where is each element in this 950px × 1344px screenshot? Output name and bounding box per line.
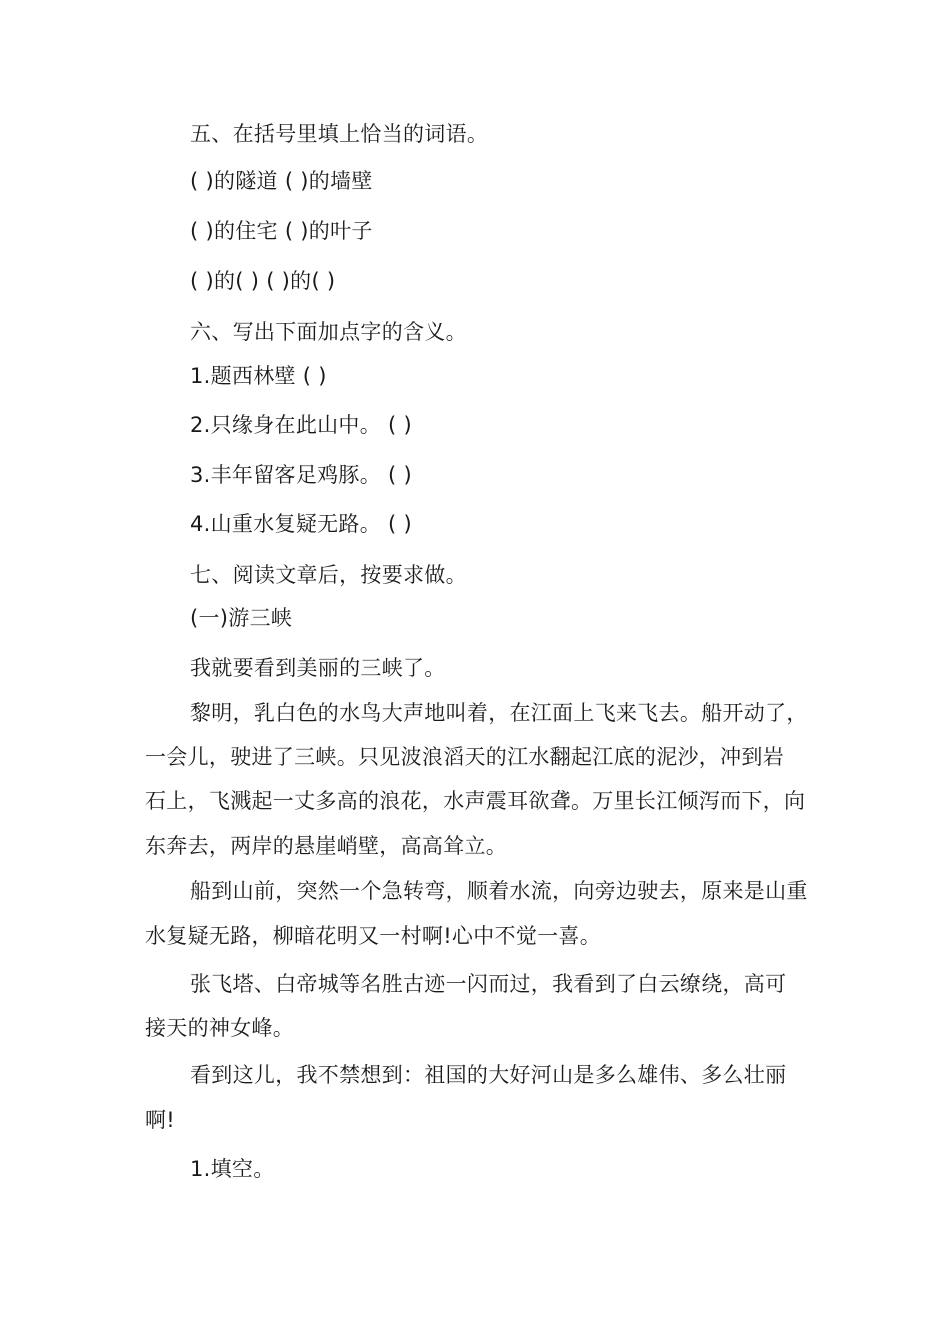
passage-paragraph: 看到这儿，我不禁想到：祖国的大好河山是多么雄伟、多么壮丽 [190,1063,787,1087]
passage-paragraph: 接天的神女峰。 [145,1016,295,1040]
meaning-item-2: 2.只缘身在此山中。 ( ) [190,413,412,437]
passage-paragraph: 东奔去，两岸的悬崖峭壁，高高耸立。 [145,834,508,858]
passage-paragraph: 船到山前，突然一个急转弯，顺着水流，向旁边驶去，原来是山重 [190,879,808,903]
section-seven-heading: 七、阅读文章后，按要求做。 [190,563,467,587]
passage-paragraph: 黎明，乳白色的水鸟大声地叫着，在江面上飞来飞去。船开动了， [190,701,808,725]
question-1-label: 1.填空。 [190,1157,275,1181]
fill-line-3: ( )的( ) ( )的( ) [190,269,336,293]
passage-paragraph: 石上，飞溅起一丈多高的浪花，水声震耳欲聋。万里长江倾泻而下，向 [145,789,806,813]
fill-line-1: ( )的隧道 ( )的墙壁 [190,169,373,193]
meaning-item-3: 3.丰年留客足鸡豚。 ( ) [190,463,412,487]
passage-paragraph: 啊! [145,1108,176,1132]
fill-line-2: ( )的住宅 ( )的叶子 [190,219,373,243]
meaning-item-4: 4.山重水复疑无路。 ( ) [190,512,412,536]
section-five-heading: 五、在括号里填上恰当的词语。 [190,122,489,146]
passage-paragraph: 张飞塔、白帝城等名胜古迹一闪而过，我看到了白云缭绕，高可 [190,972,787,996]
passage-paragraph: 水复疑无路，柳暗花明又一村啊!心中不觉一喜。 [145,924,602,948]
passage-title: (一)游三峡 [190,606,293,630]
passage-paragraph: 我就要看到美丽的三峡了。 [190,656,446,680]
section-six-heading: 六、写出下面加点字的含义。 [190,320,467,344]
meaning-item-1: 1.题西林壁 ( ) [190,364,327,388]
passage-paragraph: 一会儿，驶进了三峡。只见波浪滔天的江水翻起江底的泥沙，冲到岩 [145,745,784,769]
